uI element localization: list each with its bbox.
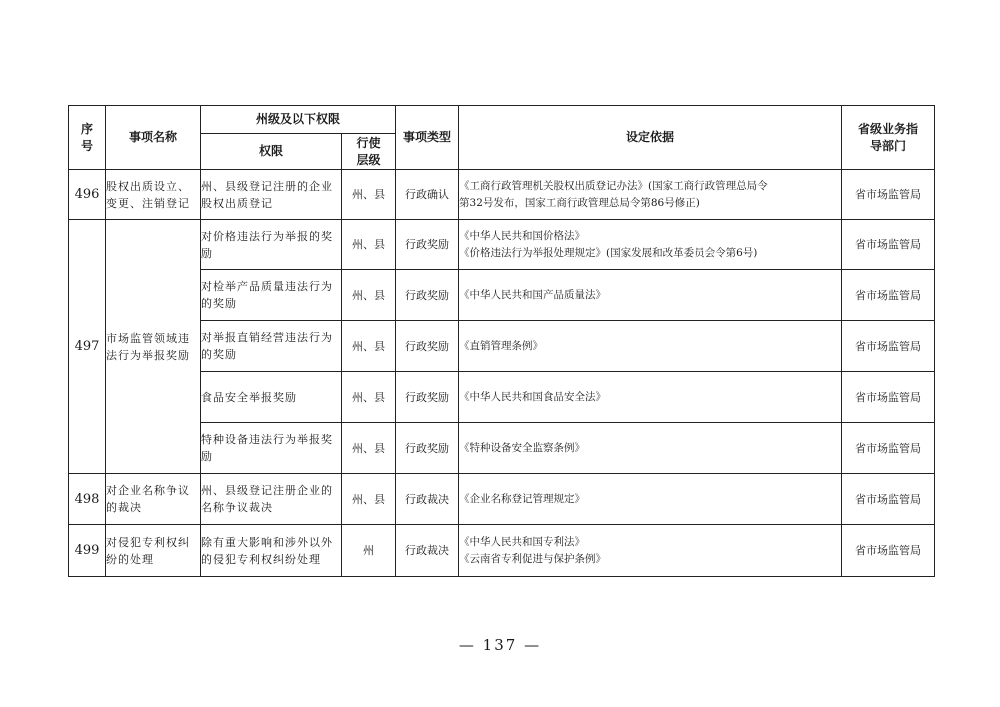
basis-line: 《价格违法行为举报处理规定》(国家发展和改革委员会令第6号) xyxy=(459,246,758,259)
basis-line: 《云南省专利促进与保护条例》 xyxy=(459,552,607,565)
exercise-level-cell: 州、县 xyxy=(342,321,396,372)
item-type-cell: 行政奖励 xyxy=(396,220,459,270)
exercise-level-cell: 州、县 xyxy=(342,372,396,423)
exercise-level-cell: 州、县 xyxy=(342,423,396,474)
basis-cell xyxy=(459,525,842,577)
header-authority: 权限 xyxy=(201,134,342,170)
item-type-cell: 行政奖励 xyxy=(396,321,459,372)
basis-line: 第32号发布，国家工商行政管理总局令第86号修正) xyxy=(459,196,700,209)
basis-line: 《工商行政管理机关股权出质登记办法》(国家工商行政管理总局令 xyxy=(459,179,768,192)
basis-line: 《中华人民共和国价格法》 xyxy=(459,229,586,242)
dept-cell: 省市场监管局 xyxy=(842,423,935,474)
exercise-level-cell: 州、县 xyxy=(342,170,396,220)
row-number: 498 xyxy=(69,474,106,525)
basis-cell xyxy=(459,423,842,474)
page-number: — 137 — xyxy=(458,636,542,654)
authority-cell: 除有重大影响和涉外以外的侵犯专利权纠纷处理 xyxy=(201,525,342,577)
authority-cell: 对检举产品质量违法行为的奖励 xyxy=(201,270,342,321)
authority-table xyxy=(68,105,935,577)
header-dept: 省级业务指导部门 xyxy=(842,106,935,170)
header-exercise-level: 行使层级 xyxy=(342,134,396,170)
authority-cell: 州、县级登记注册企业的名称争议裁决 xyxy=(201,474,342,525)
exercise-level-cell: 州、县 xyxy=(342,270,396,321)
dept-cell: 省市场监管局 xyxy=(842,474,935,525)
dept-cell: 省市场监管局 xyxy=(842,525,935,577)
exercise-level-cell: 州、县 xyxy=(342,474,396,525)
table-row xyxy=(69,525,935,577)
row-number: 499 xyxy=(69,525,106,577)
basis-cell xyxy=(459,321,842,372)
item-type-cell: 行政裁决 xyxy=(396,525,459,577)
basis-line: 《企业名称登记管理规定》 xyxy=(459,492,586,505)
header-prefecture-group: 州级及以下权限 xyxy=(201,106,396,134)
item-name: 股权出质设立、变更、注销登记 xyxy=(106,170,201,220)
authority-cell: 食品安全举报奖励 xyxy=(201,372,342,423)
basis-line: 《特种设备安全监察条例》 xyxy=(459,441,586,454)
row-number: 496 xyxy=(69,170,106,220)
row-number: 497 xyxy=(69,220,106,474)
basis-line: 《直销管理条例》 xyxy=(459,339,544,352)
basis-cell xyxy=(459,474,842,525)
dept-cell: 省市场监管局 xyxy=(842,321,935,372)
exercise-level-cell: 州 xyxy=(342,525,396,577)
dept-cell: 省市场监管局 xyxy=(842,220,935,270)
basis-cell xyxy=(459,220,842,270)
item-type-cell: 行政确认 xyxy=(396,170,459,220)
table-row xyxy=(69,220,935,270)
exercise-level-cell: 州、县 xyxy=(342,220,396,270)
header-item-type: 事项类型 xyxy=(396,106,459,170)
table-row xyxy=(69,170,935,220)
basis-line: 《中华人民共和国产品质量法》 xyxy=(459,288,607,301)
item-type-cell: 行政裁决 xyxy=(396,474,459,525)
header-basis: 设定依据 xyxy=(459,106,842,170)
authority-cell: 对价格违法行为举报的奖励 xyxy=(201,220,342,270)
basis-cell xyxy=(459,170,842,220)
authority-cell: 特种设备违法行为举报奖励 xyxy=(201,423,342,474)
basis-line: 《中华人民共和国专利法》 xyxy=(459,535,586,548)
item-name: 对企业名称争议的裁决 xyxy=(106,474,201,525)
dept-cell: 省市场监管局 xyxy=(842,372,935,423)
header-seq: 序号 xyxy=(69,106,106,170)
header-item-name: 事项名称 xyxy=(106,106,201,170)
dept-cell: 省市场监管局 xyxy=(842,170,935,220)
authority-cell: 州、县级登记注册的企业股权出质登记 xyxy=(201,170,342,220)
basis-cell xyxy=(459,372,842,423)
basis-line: 《中华人民共和国食品安全法》 xyxy=(459,390,607,403)
basis-cell xyxy=(459,270,842,321)
item-type-cell: 行政奖励 xyxy=(396,270,459,321)
table-row xyxy=(69,474,935,525)
item-name: 市场监管领域违法行为举报奖励 xyxy=(106,220,201,474)
item-name: 对侵犯专利权纠纷的处理 xyxy=(106,525,201,577)
dept-cell: 省市场监管局 xyxy=(842,270,935,321)
item-type-cell: 行政奖励 xyxy=(396,423,459,474)
authority-cell: 对举报直销经营违法行为的奖励 xyxy=(201,321,342,372)
item-type-cell: 行政奖励 xyxy=(396,372,459,423)
